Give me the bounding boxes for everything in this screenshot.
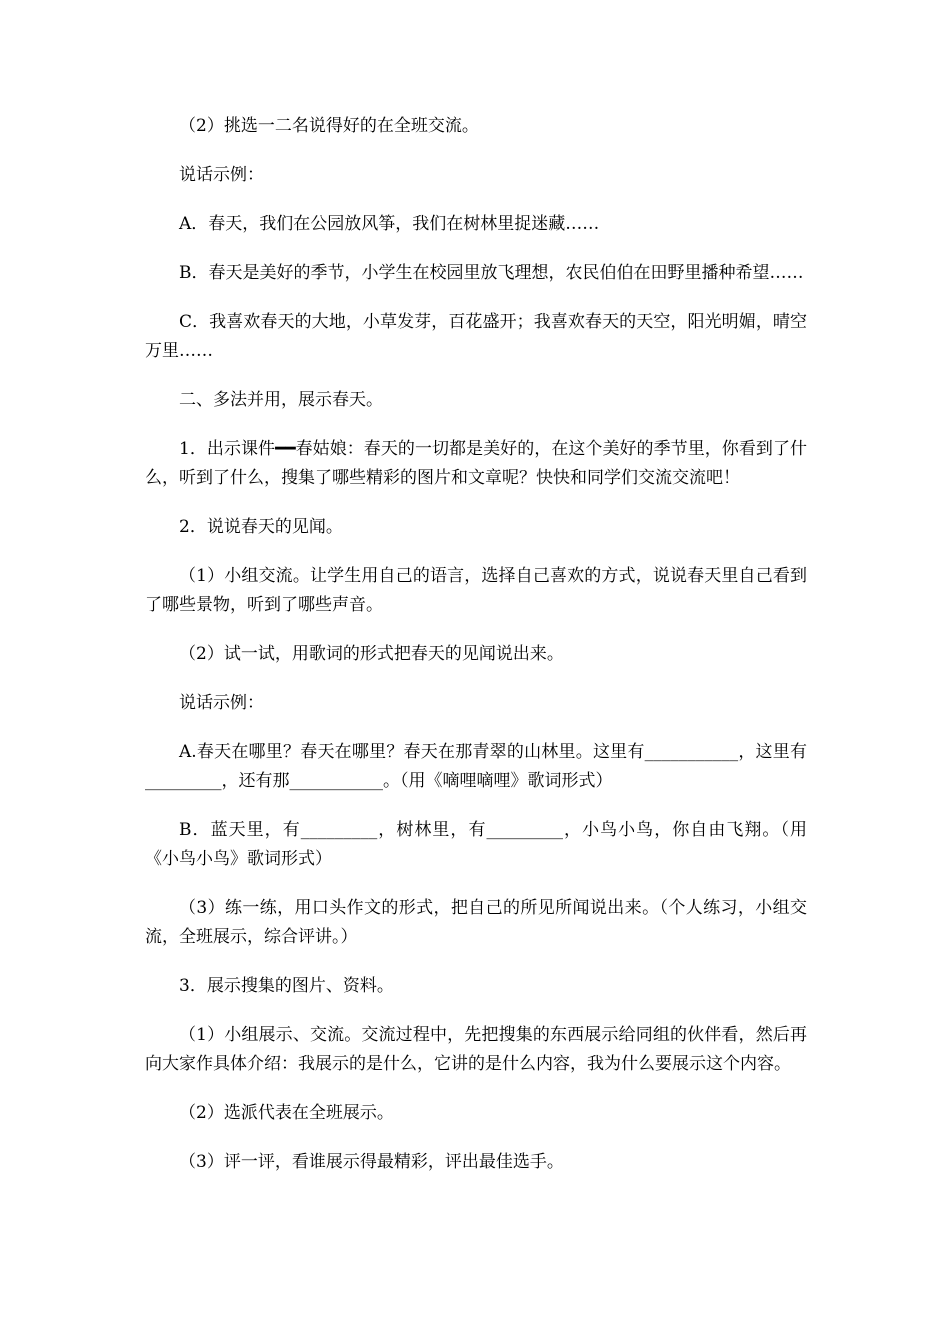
paragraph-item-3: 3．展示搜集的图片、资料。	[179, 976, 394, 996]
paragraph-example-b: B．春天是美好的季节，小学生在校园里放飞理想，农民伯伯在田野里播种希望……	[179, 263, 804, 283]
section-heading-2: 二、多法并用，展示春天。	[179, 390, 383, 410]
paragraph-item-3-sub-1: （1）小组展示、交流。交流过程中，先把搜集的东西展示给同组的伙伴看，然后再向大家作具体介绍：我展示的是什么，它讲的是什么内容，我为什么要展示这个内容。	[145, 1025, 807, 1074]
document-body	[145, 112, 807, 1197]
paragraph-step-2-select: （2）挑选一二名说得好的在全班交流。	[179, 116, 479, 136]
paragraph-sub-1: （1）小组交流。让学生用自己的语言，选择自己喜欢的方式，说说春天里自己看到了哪些景物，听到了哪些声音。	[145, 566, 807, 615]
paragraph-lyric-example-b: B．蓝天里，有_________，树林里，有_________，小鸟小鸟，你自由飞翔。（用《小鸟小鸟》歌词形式）	[145, 820, 807, 869]
paragraph-example-heading-2: 说话示例：	[179, 693, 264, 713]
paragraph-example-a: A．春天，我们在公园放风筝，我们在树林里捉迷藏……	[179, 214, 600, 234]
paragraph-lyric-example-a: A.春天在哪里？春天在哪里？春天在那青翠的山林里。这里有___________，这里有_________，还有那___________。（用《嘀哩嘀哩》歌词形式）	[145, 742, 807, 791]
paragraph-example-heading: 说话示例：	[179, 165, 264, 185]
paragraph-sub-2: （2）试一试，用歌词的形式把春天的见闻说出来。	[179, 644, 564, 664]
paragraph-sub-3: （3）练一练，用口头作文的形式，把自己的所见所闻说出来。（个人练习，小组交流，全班展示，综合评讲。）	[145, 898, 807, 947]
paragraph-example-c: C．我喜欢春天的大地，小草发芽，百花盛开；我喜欢春天的天空，阳光明媚，晴空万里……	[145, 312, 807, 361]
paragraph-item-3-sub-2: （2）选派代表在全班展示。	[179, 1103, 394, 1123]
paragraph-item-2: 2．说说春天的见闻。	[179, 517, 343, 537]
paragraph-item-1: 1．出示课件━━春姑娘：春天的一切都是美好的，在这个美好的季节里，你看到了什么，听到了什么，搜集了哪些精彩的图片和文章呢？快快和同学们交流交流吧！	[145, 439, 807, 488]
paragraph-item-3-sub-3: （3）评一评，看谁展示得最精彩，评出最佳选手。	[179, 1152, 564, 1172]
